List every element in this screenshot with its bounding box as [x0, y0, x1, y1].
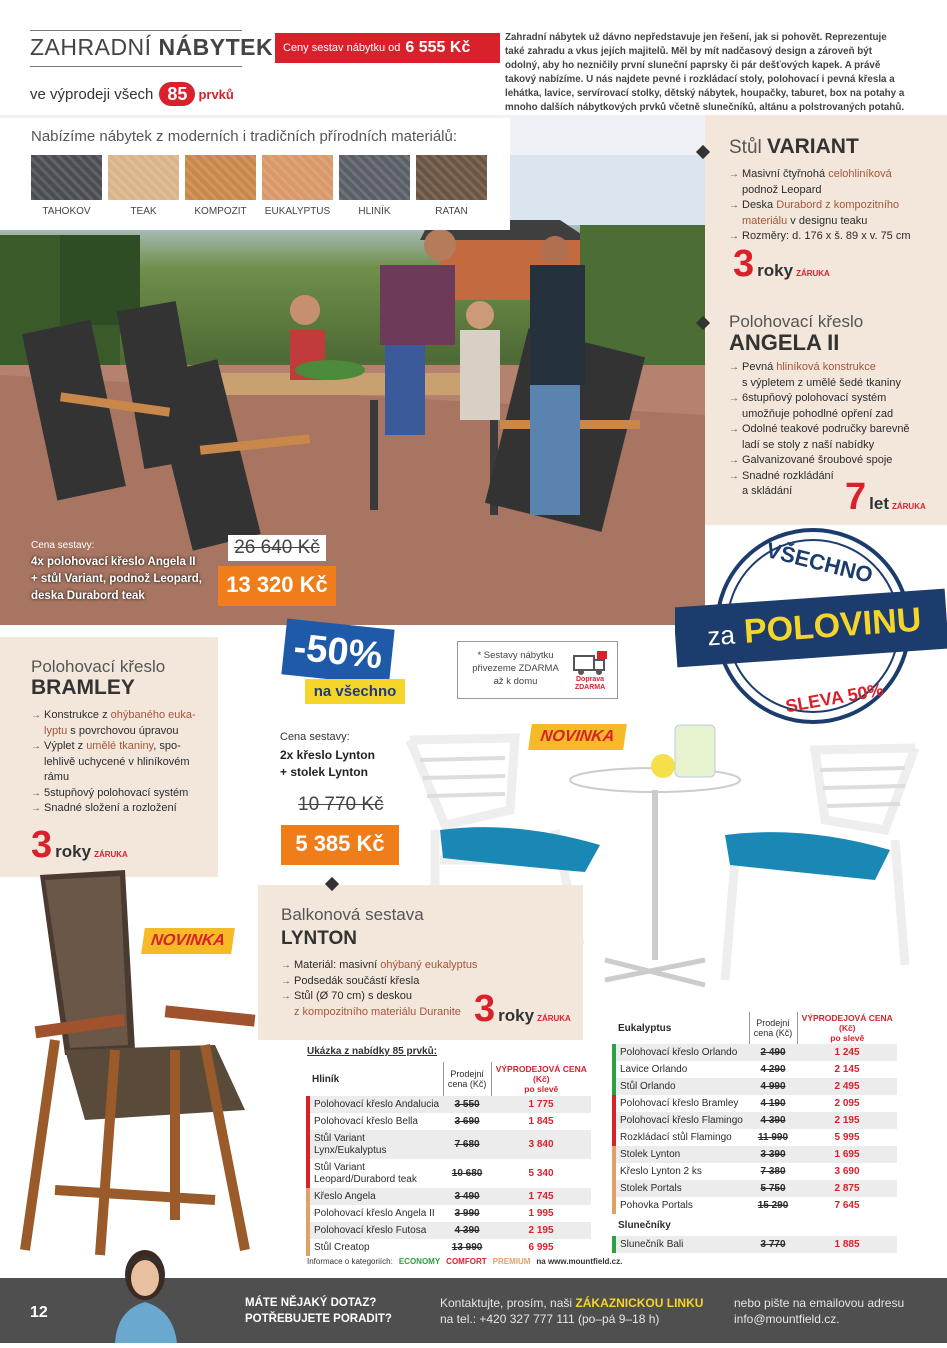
table-cell-old: 3 490 [443, 1188, 491, 1205]
table-cell-name: Lavice Orlando [614, 1061, 749, 1078]
table-cell-new: 2 145 [834, 1064, 860, 1075]
material-swatch [262, 155, 333, 217]
table-cell-old: 4 990 [749, 1078, 797, 1095]
angela-title-light: Polohovací křeslo [729, 312, 864, 331]
table-cell-name: Stůl Creatop [308, 1239, 443, 1256]
table-row [614, 1095, 897, 1112]
table-cell-old: 3 990 [454, 1208, 480, 1219]
table-cell-old: 5 750 [749, 1180, 797, 1197]
table-cell-old: 15 290 [757, 1200, 789, 1211]
table-cell-new: 6 995 [528, 1242, 554, 1253]
table-row [614, 1180, 897, 1197]
sale-badge [159, 82, 233, 106]
table-row [308, 1222, 591, 1239]
material-swatch-image [31, 155, 102, 200]
material-swatch-label: EUKALYPTUS [264, 206, 331, 217]
table-row [308, 1096, 591, 1113]
angela-title-bold: ANGELA II [729, 330, 840, 355]
legend-post: na www.mountfield.cz. [536, 1257, 623, 1266]
header-rule-bottom [30, 66, 242, 67]
legend-pre: Informace o kategoriích: [307, 1257, 393, 1266]
table-cell-old: 10 680 [451, 1167, 483, 1179]
material-swatch [108, 155, 179, 217]
table-cell-old: 3 550 [443, 1096, 491, 1113]
table-cell-name: Stůl Variant Leopard/Durabord teak [308, 1159, 443, 1188]
page-title [30, 34, 273, 61]
table-left-col-price: Prodejní cena (Kč) [443, 1062, 491, 1096]
delivery-icon-label: Doprava ZDARMA [574, 676, 606, 691]
table-cell-old: 3 390 [749, 1146, 797, 1163]
bramley-title-light: Polohovací křeslo [31, 657, 166, 676]
lynton-caption-label: Cena sestavy: [280, 731, 350, 743]
material-swatch [339, 155, 410, 217]
table-right-col-price: Prodejní cena (Kč) [749, 1012, 797, 1044]
material-swatch [185, 155, 256, 217]
table-left-title: Ukázka z nabídky 85 prvků: [307, 1046, 438, 1057]
material-swatch-image [262, 155, 333, 200]
table-cell-name: Slunečník Bali [614, 1236, 749, 1253]
table-right-group: Eukalyptus [618, 1022, 672, 1034]
price-table-right [612, 1012, 897, 1253]
legend-comfort: COMFORT [446, 1257, 487, 1266]
angela-feature: → Galvanizované šroubové spoje [729, 453, 941, 469]
variant-title-light: Stůl [729, 137, 762, 158]
bramley-feature: → Výplet z umělé tkaniny, spo- lehlivě uchycené v hliníkovém rámu [31, 739, 211, 786]
table-cell-new: 5 995 [834, 1132, 860, 1143]
table-row [308, 1205, 591, 1222]
angela-feature: → Odolné teakové područky barevně ladí se stoly z naší nabídky [729, 422, 941, 453]
material-swatch-label: TEAK [130, 206, 157, 217]
material-swatch [416, 155, 487, 217]
material-swatch-label: RATAN [435, 206, 468, 217]
table-cell-old: 3 690 [454, 1116, 480, 1127]
operator-avatar-art [105, 1240, 185, 1343]
lynton-novinka-tag: NOVINKA [528, 724, 627, 750]
table-cell-new: 1 885 [797, 1236, 897, 1253]
intro-text: Zahradní nábytek už dávno nepředstavuje jen řešení, jak si pohovět. Reprezentuje také zahradu a vkus jejích majitelů. Měl by mít nadčasový design a zároveň být odolný, aby ho nezničily první sluneční paprsky či pár dešťových kapek. A právě takový nabízíme. U nás najdete pevné i rozkládací stoly, polohovací i pevná křesla a lehátka, lavice, servírovací stolky, dětský nábytek, houpačky, taburet, box na potahy a mnoho dalších nábytkových prvků včetně slunečníků, altánu a polstrovaných potahů. [505, 32, 905, 113]
table-cell-new: 1 745 [491, 1188, 591, 1205]
table-row [308, 1130, 591, 1159]
table-cell-old: 13 990 [451, 1242, 483, 1253]
material-swatch-image [185, 155, 256, 200]
half-badge-sub: na všechno [305, 679, 405, 704]
variant-feature: → Rozměry: d. 176 x š. 89 x v. 75 cm [729, 229, 939, 245]
angela-warranty-label: ZÁRUKA [891, 502, 926, 511]
table-cell-name: Polohovací křeslo Bramley [614, 1095, 749, 1112]
sale-text: ve výprodeji všech [30, 85, 154, 103]
lynton-warranty-unit: roky [498, 1006, 535, 1025]
table-cell-new: 3 840 [491, 1130, 591, 1159]
bramley-feature: → Snadné složení a rozložení [31, 801, 211, 817]
table-right-col-sale: VÝPRODEJOVÁ CENA (Kč) po slevě [797, 1012, 897, 1044]
table-cell-old: 3 770 [749, 1236, 797, 1253]
table-row [614, 1236, 897, 1253]
table-row [614, 1197, 897, 1214]
table-cell-new: 2 195 [491, 1222, 591, 1239]
variant-feature: → Deska Durabord z kompozitního materiálu v designu teaku [729, 198, 939, 229]
lynton-title-bold: LYNTON [281, 928, 358, 949]
lynton-warranty-num: 3 [474, 988, 496, 1030]
table-cell-name: Rozkládací stůl Flamingo [614, 1129, 749, 1146]
bramley-features [31, 708, 211, 817]
table-cell-new: 5 340 [528, 1167, 554, 1179]
stamp-bottom-text: SLEVA 50% [783, 679, 885, 717]
table-cell-old: 7 680 [443, 1130, 491, 1159]
table-row [308, 1113, 591, 1130]
table-row [614, 1061, 897, 1078]
table-cell-new: 7 645 [834, 1200, 860, 1211]
table-cell-new: 1 995 [528, 1208, 554, 1219]
variant-warranty-label: ZÁRUKA [796, 269, 830, 278]
page-title-light: ZAHRADNÍ [30, 34, 152, 60]
sale-stamp [675, 528, 947, 728]
lynton-warranty-label: ZÁRUKA [537, 1014, 571, 1023]
footer-contact [440, 1295, 703, 1327]
table-cell-name: Stolek Portals [614, 1180, 749, 1197]
table-cell-new: 2 875 [797, 1180, 897, 1197]
table-cell-name: Polohovací křeslo Andalucia [308, 1096, 443, 1113]
footer-contact-pre: Kontaktujte, prosím, naši [440, 1296, 573, 1310]
lynton-features [281, 958, 496, 1020]
variant-title-bold: VARIANT [767, 135, 859, 158]
table-row [308, 1239, 591, 1256]
bramley-novinka-tag: NOVINKA [141, 928, 235, 954]
lynton-feature: → Materiál: masivní ohýbaný eukalyptus [281, 958, 496, 974]
stamp-mid-text: POLOVINU [742, 600, 923, 651]
table-row [614, 1044, 897, 1061]
sale-unit: prvků [198, 86, 234, 102]
variant-warranty [733, 245, 830, 283]
variant-title [729, 135, 859, 159]
price-banner-label: Ceny sestav nábytku od [283, 42, 401, 54]
table-cell-old: 2 490 [749, 1044, 797, 1061]
table-cell-name: Stůl Variant Lynx/Eukalyptus [308, 1130, 443, 1159]
lynton-feature: → Stůl (Ø 70 cm) s deskou z kompozitního materiálu Duranite [281, 989, 496, 1020]
lynton-title-light: Balkonová sestava [281, 905, 424, 924]
table-cell-new: 2 495 [797, 1078, 897, 1095]
bramley-title-bold: BRAMLEY [31, 676, 135, 699]
bramley-feature: → 5stupňový polohovací systém [31, 786, 211, 802]
delivery-text: * Sestavy nábytku přivezeme ZDARMA až k domu [472, 650, 559, 687]
table-cell-old: 4 290 [760, 1064, 786, 1075]
footer-phone[interactable]: na tel.: +420 327 777 111 (po–pá 9–18 h) [440, 1312, 660, 1326]
table-cell-name: Pohovka Portals [614, 1197, 749, 1214]
bramley-feature: → Konstrukce z ohýbaného euka- lyptu s povrchovou úpravou [31, 708, 211, 739]
material-swatch-label: HLINÍK [358, 206, 391, 217]
variant-warranty-unit: roky [757, 261, 794, 280]
lynton-warranty [474, 990, 571, 1028]
lynton-old-price: 10 770 Kč [298, 794, 384, 815]
lynton-caption: 2x křeslo Lynton + stolek Lynton [280, 748, 375, 779]
table-cell-name: Stolek Lynton [614, 1146, 749, 1163]
table-cell-new: 1 775 [491, 1096, 591, 1113]
half-badge: -50% [281, 619, 394, 686]
table-cell-name: Polohovací křeslo Angela II [308, 1205, 443, 1222]
sale-count: 85 [159, 82, 195, 106]
materials-swatches [31, 155, 487, 217]
material-swatch-label: TAHOKOV [42, 206, 91, 217]
angela-feature: → Snadné rozkládání a skládání [729, 469, 941, 500]
table-cell-name: Křeslo Angela [308, 1188, 443, 1205]
material-swatch [31, 155, 102, 217]
material-swatch-image [416, 155, 487, 200]
main-set-caption: 4x polohovací křeslo Angela II + stůl Variant, podnož Leopard, deska Durabord teak [31, 556, 202, 602]
angela-feature: → Pevná hliníková konstrukce s výpletem z umělé šedé tkaniny [729, 360, 941, 391]
table-right-group2: Slunečníky [618, 1219, 671, 1231]
footer-hotline: ZÁKAZNICKOU LINKU [575, 1296, 704, 1310]
operator-avatar [105, 1240, 185, 1343]
variant-feature: → Masivní čtyřnohá celohliníková podnož Leopard [729, 167, 939, 198]
table-cell-old: 11 990 [757, 1132, 789, 1143]
table-cell-new: 2 095 [834, 1098, 860, 1109]
table-row [308, 1188, 591, 1205]
table-row [614, 1163, 897, 1180]
page-number: 12 [30, 1304, 48, 1321]
table-cell-old: 7 380 [760, 1166, 786, 1177]
table-cell-name: Křeslo Lynton 2 ks [614, 1163, 749, 1180]
main-set-new-price: 13 320 Kč [218, 566, 336, 606]
table-cell-name: Polohovací křeslo Bella [308, 1113, 443, 1130]
table-cell-new: 1 695 [797, 1146, 897, 1163]
material-swatch-label: KOMPOZIT [194, 206, 247, 217]
stamp-top-text: VŠECHNO [763, 537, 876, 588]
table-cell-new: 3 690 [834, 1166, 860, 1177]
sale-line [30, 82, 234, 106]
angela-warranty-unit: let [869, 494, 889, 513]
footer-email[interactable]: info@mountfield.cz. [734, 1312, 840, 1326]
stamp-mid-pre: za [706, 619, 736, 652]
table-left-col-sale: VÝPRODEJOVÁ CENA (Kč) po slevě [491, 1062, 591, 1096]
table-left-legend [307, 1257, 622, 1266]
table-cell-name: Stůl Orlando [614, 1078, 749, 1095]
table-cell-old: 4 390 [443, 1222, 491, 1239]
table-cell-name: Polohovací křeslo Orlando [614, 1044, 749, 1061]
variant-warranty-num: 3 [733, 243, 755, 285]
price-banner [275, 33, 500, 63]
table-row [614, 1078, 897, 1095]
price-banner-value: 6 555 Kč [405, 39, 471, 56]
table-cell-new: 2 195 [797, 1112, 897, 1129]
angela-feature: → 6stupňový polohovací systém umožňuje pohodlné opření zad [729, 391, 941, 422]
lynton-new-price: 5 385 Kč [281, 825, 399, 865]
main-set-old-price: 26 640 Kč [228, 535, 326, 561]
legend-premium: PREMIUM [492, 1257, 531, 1266]
material-swatch-image [108, 155, 179, 200]
table-row [614, 1112, 897, 1129]
table-row [308, 1159, 591, 1188]
main-set-caption-label: Cena sestavy: [31, 540, 95, 551]
table-left-group: Hliník [312, 1073, 340, 1085]
table-row [614, 1146, 897, 1163]
bramley-warranty-num: 3 [31, 824, 53, 866]
table-cell-old: 4 190 [760, 1098, 786, 1109]
table-cell-old: 4 390 [749, 1112, 797, 1129]
materials-heading: Nabízíme nábytek z moderních i tradičních přírodních materiálů: [31, 128, 458, 145]
table-cell-name: Polohovací křeslo Flamingo [614, 1112, 749, 1129]
price-table-left [306, 1062, 591, 1256]
footer-email-pre: nebo pište na emailovou adresu [734, 1296, 905, 1310]
table-cell-new: 1 245 [797, 1044, 897, 1061]
page-title-bold: NÁBYTEK [158, 34, 274, 60]
bramley-warranty-label: ZÁRUKA [94, 850, 128, 859]
material-swatch-image [339, 155, 410, 200]
table-row [614, 1129, 897, 1146]
bramley-warranty [31, 826, 128, 864]
lynton-feature: → Podsedák součástí křesla [281, 974, 496, 990]
bramley-warranty-unit: roky [55, 842, 92, 861]
header-rule-top [30, 30, 242, 31]
angela-warranty [845, 478, 926, 516]
table-cell-name: Polohovací křeslo Futosa [308, 1222, 443, 1239]
angela-warranty-num: 7 [845, 476, 867, 518]
variant-features [729, 167, 939, 245]
table-cell-new: 1 845 [528, 1116, 554, 1127]
footer-email-block [734, 1295, 904, 1327]
footer-question: MÁTE NĚJAKÝ DOTAZ? POTŘEBUJETE PORADIT? [245, 1297, 392, 1325]
legend-economy: ECONOMY [398, 1257, 441, 1266]
